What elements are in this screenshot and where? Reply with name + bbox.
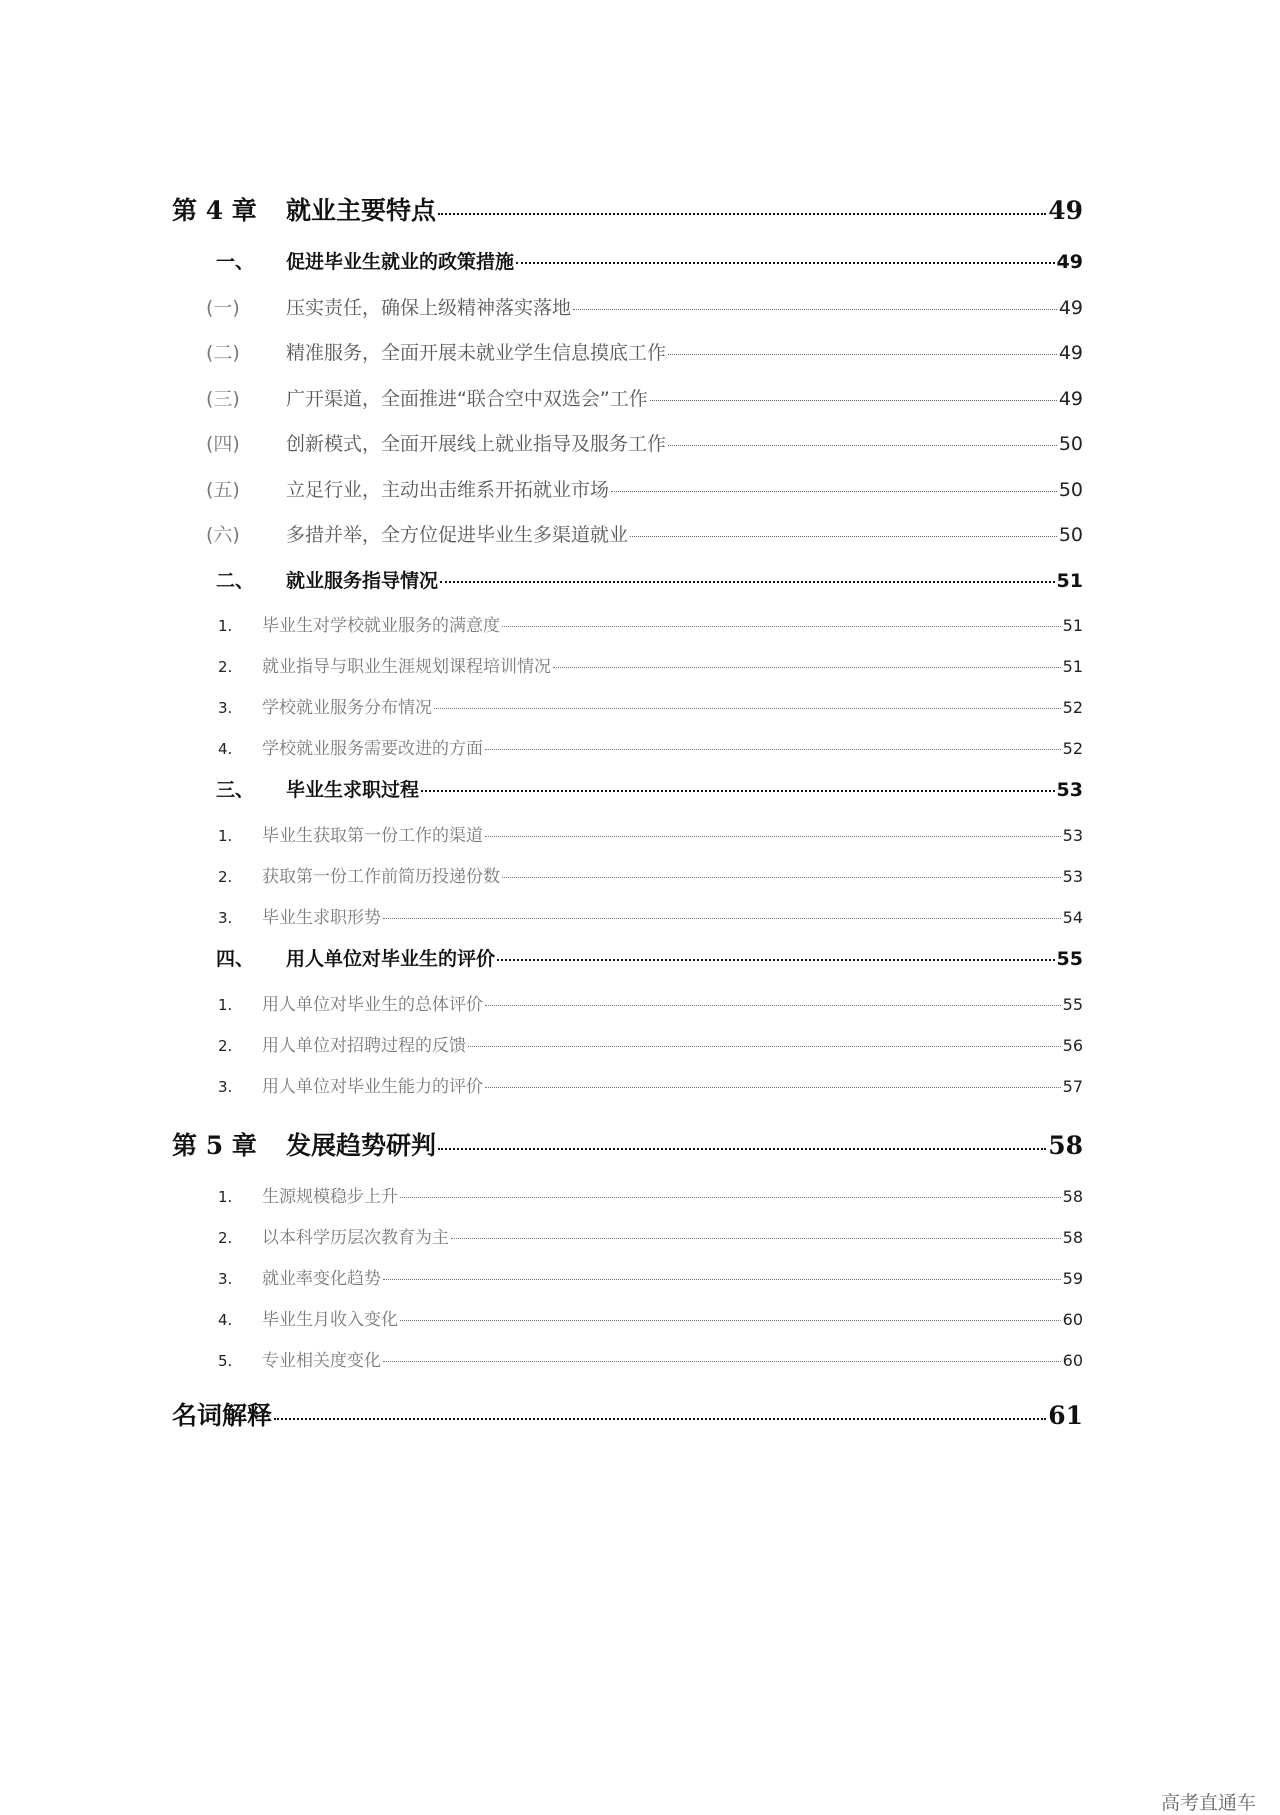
toc-page-number: 53 xyxy=(1062,867,1083,886)
toc-item-title: 获取第一份工作前简历投递份数 xyxy=(262,867,500,887)
toc-item-title: 毕业生对学校就业服务的满意度 xyxy=(262,616,500,636)
dot-leader xyxy=(274,1418,1046,1420)
toc-item[interactable] xyxy=(172,1305,1083,1330)
watermark-text: 高考直通车 xyxy=(1160,1792,1256,1814)
toc-item-number: 1. xyxy=(218,996,233,1014)
toc-subsection[interactable] xyxy=(172,429,1083,456)
toc-page-number: 52 xyxy=(1062,698,1083,717)
toc-item-number: 3. xyxy=(218,699,233,717)
toc-item-number: 5. xyxy=(218,1352,233,1370)
dot-leader xyxy=(438,1148,1046,1150)
toc-page-number: 55 xyxy=(1056,948,1083,970)
toc-section-title: 毕业生求职过程 xyxy=(286,779,420,801)
toc-item-title: 毕业生获取第一份工作的渠道 xyxy=(262,826,483,846)
dot-leader xyxy=(502,626,1061,627)
toc-item-number: 3. xyxy=(218,1270,233,1288)
toc-item[interactable] xyxy=(172,862,1083,887)
toc-item-number: 2. xyxy=(218,868,233,886)
toc-item[interactable] xyxy=(172,1031,1083,1056)
toc-item[interactable] xyxy=(172,693,1083,718)
toc-item-title: 就业指导与职业生涯规划课程培训情况 xyxy=(262,657,551,677)
toc-subsection[interactable] xyxy=(172,293,1083,320)
dot-leader xyxy=(573,309,1057,310)
toc-sub-number: (六) xyxy=(206,524,240,546)
toc-item[interactable] xyxy=(172,1264,1083,1289)
toc-page-number: 53 xyxy=(1062,826,1083,845)
dot-leader xyxy=(553,667,1061,668)
toc-section-number: 四、 xyxy=(216,948,255,970)
dot-leader xyxy=(502,877,1061,878)
toc-item-title: 用人单位对招聘过程的反馈 xyxy=(262,1036,466,1056)
toc-item-title: 以本科学历层次教育为主 xyxy=(262,1228,449,1248)
toc-item-number: 3. xyxy=(218,909,233,927)
toc-sub-number: (四) xyxy=(206,433,240,455)
dot-leader xyxy=(400,1197,1061,1198)
toc-subsection[interactable] xyxy=(172,338,1083,365)
toc-chapter-4[interactable] xyxy=(172,191,1083,227)
toc-item-number: 4. xyxy=(218,1311,233,1329)
toc-item[interactable] xyxy=(172,990,1083,1015)
toc-sub-title: 多措并举，全方位促进毕业生多渠道就业 xyxy=(286,524,629,546)
dot-leader xyxy=(421,790,1055,792)
dot-leader xyxy=(630,536,1057,537)
toc-page-number: 60 xyxy=(1062,1351,1083,1370)
toc-item[interactable] xyxy=(172,1072,1083,1097)
dot-leader xyxy=(440,581,1055,583)
toc-sub-title: 立足行业，主动出击维系开拓就业市场 xyxy=(286,479,610,501)
dot-leader xyxy=(485,836,1061,837)
toc-item[interactable] xyxy=(172,1223,1083,1248)
toc-page-number: 58 xyxy=(1048,1131,1083,1160)
toc-item[interactable] xyxy=(172,821,1083,846)
toc-page-number: 51 xyxy=(1056,570,1083,592)
toc-subsection[interactable] xyxy=(172,384,1083,411)
toc-item[interactable] xyxy=(172,1346,1083,1371)
toc-page-number: 61 xyxy=(1048,1401,1083,1430)
dot-leader xyxy=(383,918,1061,919)
dot-leader xyxy=(611,491,1057,492)
toc-item[interactable] xyxy=(172,1182,1083,1207)
toc-section-title: 用人单位对毕业生的评价 xyxy=(286,948,496,970)
dot-leader xyxy=(668,445,1057,446)
toc-glossary[interactable] xyxy=(172,1396,1083,1432)
dot-leader xyxy=(485,749,1061,750)
toc-subsection[interactable] xyxy=(172,520,1083,547)
toc-item[interactable] xyxy=(172,734,1083,759)
toc-item-number: 3. xyxy=(218,1078,233,1096)
toc-page-number: 60 xyxy=(1062,1310,1083,1329)
toc-page-number: 49 xyxy=(1058,297,1083,319)
toc-section-number: 一、 xyxy=(216,251,255,273)
toc-item-title: 就业率变化趋势 xyxy=(262,1269,381,1289)
toc-item-title: 生源规模稳步上升 xyxy=(262,1187,398,1207)
dot-leader xyxy=(451,1238,1061,1239)
dot-leader xyxy=(383,1361,1061,1362)
toc-sub-title: 创新模式，全面开展线上就业指导及服务工作 xyxy=(286,433,667,455)
toc-page-number: 51 xyxy=(1062,616,1083,635)
toc-item[interactable] xyxy=(172,903,1083,928)
toc-page-number: 53 xyxy=(1056,779,1083,801)
toc-chapter-number: 第 4 章 xyxy=(172,196,257,225)
toc-item-title: 毕业生月收入变化 xyxy=(262,1310,398,1330)
toc-sub-title: 精准服务，全面开展未就业学生信息摸底工作 xyxy=(286,342,667,364)
toc-page-number: 56 xyxy=(1062,1036,1083,1055)
toc-sub-number: (一) xyxy=(206,297,240,319)
toc-page-number: 54 xyxy=(1062,908,1083,927)
dot-leader xyxy=(650,400,1057,401)
toc-item-number: 1. xyxy=(218,827,233,845)
dot-leader xyxy=(485,1087,1061,1088)
toc-sub-title: 压实责任，确保上级精神落实落地 xyxy=(286,297,572,319)
toc-item-number: 2. xyxy=(218,1229,233,1247)
toc-page-number: 50 xyxy=(1058,479,1083,501)
toc-page-number: 59 xyxy=(1062,1269,1083,1288)
toc-item-title: 专业相关度变化 xyxy=(262,1351,381,1371)
dot-leader xyxy=(485,1005,1061,1006)
toc-page-number: 55 xyxy=(1062,995,1083,1014)
dot-leader xyxy=(434,708,1061,709)
dot-leader xyxy=(400,1320,1061,1321)
toc-section-4[interactable] xyxy=(172,944,1083,971)
toc-sub-number: (三) xyxy=(206,388,240,410)
toc-item-number: 2. xyxy=(218,658,233,676)
toc-chapter-number: 第 5 章 xyxy=(172,1131,257,1160)
toc-item-title: 用人单位对毕业生的总体评价 xyxy=(262,995,483,1015)
toc-item-title: 学校就业服务分布情况 xyxy=(262,698,432,718)
toc-page-number: 52 xyxy=(1062,739,1083,758)
toc-sub-title: 广开渠道，全面推进“联合空中双选会”工作 xyxy=(286,388,648,410)
dot-leader xyxy=(668,354,1057,355)
toc-page-number: 49 xyxy=(1058,342,1083,364)
toc-chapter-5[interactable] xyxy=(172,1126,1083,1162)
toc-sub-number: (五) xyxy=(206,479,240,501)
dot-leader xyxy=(516,262,1055,264)
dot-leader xyxy=(497,959,1055,961)
toc-section-number: 三、 xyxy=(216,779,255,801)
toc-page-number: 50 xyxy=(1058,433,1083,455)
toc-sub-number: (二) xyxy=(206,342,240,364)
toc-item-title: 学校就业服务需要改进的方面 xyxy=(262,739,483,759)
toc-item-title: 用人单位对毕业生能力的评价 xyxy=(262,1077,483,1097)
toc-page-number: 50 xyxy=(1058,524,1083,546)
toc-page-number: 58 xyxy=(1062,1187,1083,1206)
toc-subsection[interactable] xyxy=(172,475,1083,502)
toc-page-number: 57 xyxy=(1062,1077,1083,1096)
toc-item[interactable] xyxy=(172,611,1083,636)
toc-item-title: 毕业生求职形势 xyxy=(262,908,381,928)
dot-leader xyxy=(468,1046,1061,1047)
toc-chapter-title: 发展趋势研判 xyxy=(286,1131,437,1160)
toc-page-number: 49 xyxy=(1056,251,1083,273)
toc-page-number: 58 xyxy=(1062,1228,1083,1247)
toc-glossary-title: 名词解释 xyxy=(172,1401,273,1430)
toc-section-title: 就业服务指导情况 xyxy=(286,570,439,592)
toc-item-number: 2. xyxy=(218,1037,233,1055)
toc-item-number: 4. xyxy=(218,740,233,758)
toc-section-2[interactable] xyxy=(172,566,1083,593)
toc-item-number: 1. xyxy=(218,1188,233,1206)
toc-chapter-title: 就业主要特点 xyxy=(286,196,437,225)
toc-page-number: 51 xyxy=(1062,657,1083,676)
toc-item[interactable] xyxy=(172,652,1083,677)
toc-section-number: 二、 xyxy=(216,570,255,592)
dot-leader xyxy=(438,213,1046,215)
toc-page-number: 49 xyxy=(1048,196,1083,225)
toc-item-number: 1. xyxy=(218,617,233,635)
toc-page-number: 49 xyxy=(1058,388,1083,410)
toc-section-1[interactable] xyxy=(172,247,1083,274)
dot-leader xyxy=(383,1279,1061,1280)
toc-section-3[interactable] xyxy=(172,775,1083,802)
toc-section-title: 促进毕业生就业的政策措施 xyxy=(286,251,515,273)
